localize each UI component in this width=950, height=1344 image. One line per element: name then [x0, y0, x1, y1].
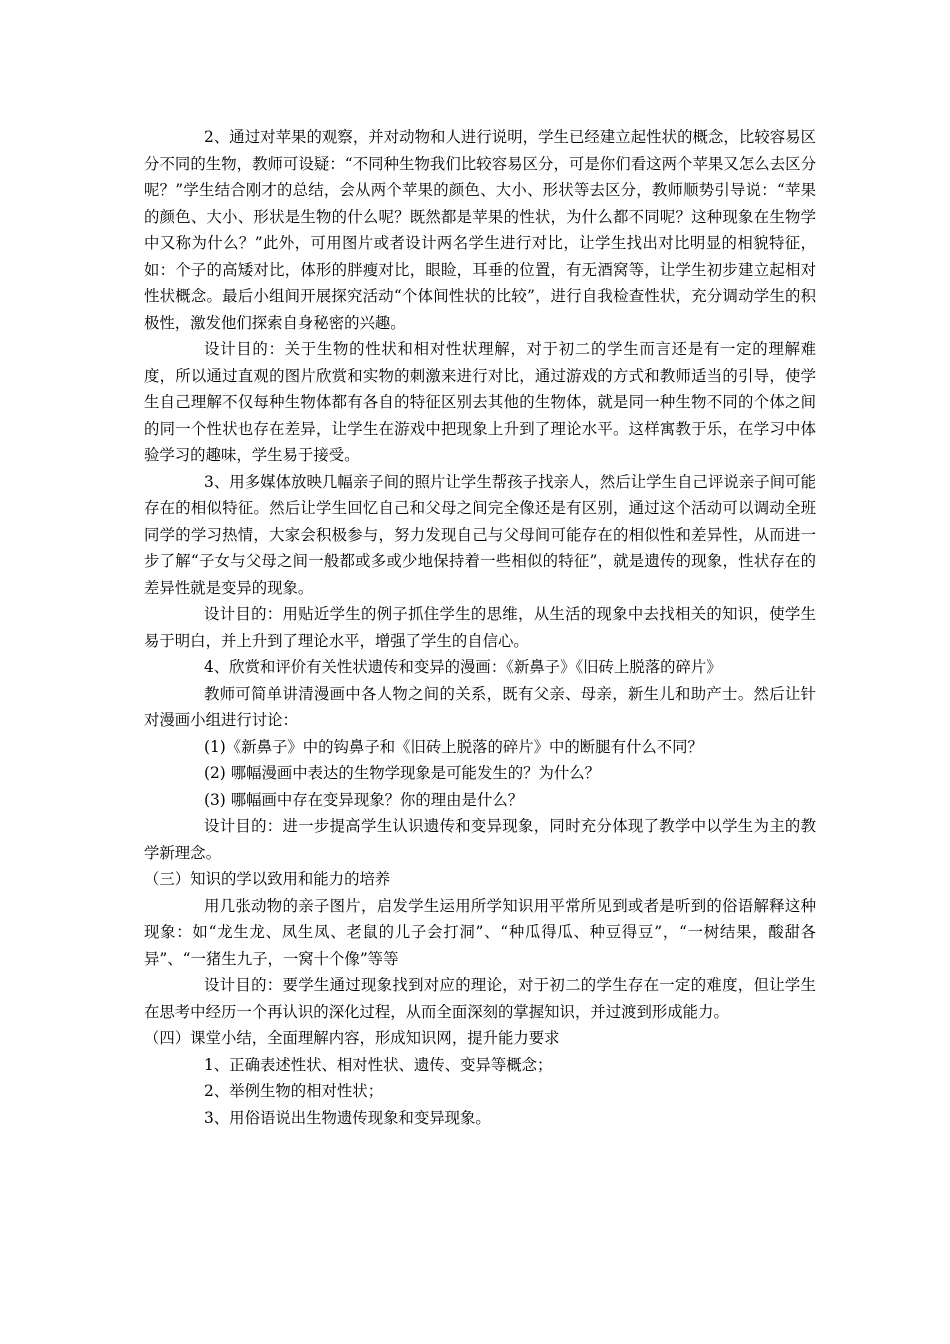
summary-item-1: 1、正确表述性状、相对性状、遗传、变异等概念；: [204, 1055, 553, 1074]
summary-item-2: 2、举例生物的相对性状；: [204, 1082, 384, 1100]
paragraph-design-purpose-3: 设计目的：进一步提高学生认识遗传和变异现象，同时充分体现了教学中以学生为主的教学新理念。: [144, 817, 816, 862]
question-1: (1)《新鼻子》中的钩鼻子和《旧砖上脱落的碎片》中的断腿有什么不同？: [204, 737, 703, 756]
paragraph-design-purpose-2: 设计目的：用贴近学生的例子抓住学生的思维，从生活的现象中去找相关的知识，使学生易于明白，并上升到了理论水平，增强了学生的自信心。: [144, 605, 816, 650]
paragraph-activity-2: 2、通过对苹果的观察，并对动物和人进行说明，学生已经建立起性状的概念，比较容易区分不同的生物，教师可设疑：“不同种生物我们比较容易区分，可是你们看这两个苹果又怎么去区分呢？”学生结合刚才的总结，会从两个苹果的颜色、大小、形状等去区分，教师顺势引导说：“苹果的颜色、大小、形状是生物的什么呢？既然都是苹果的性状，为什么都不同呢？这种现象在生物学中又称为什么？”此外，可用图片或者设计两名学生进行对比，让学生找出对比明显的相貌特征，如：个子的高矮对比，体形的胖瘦对比，眼睑，耳垂的位置，有无酒窝等，让学生初步建立起相对性状概念。最后小组间开展探究活动“个体间性状的比较”，进行自我检查性状，充分调动学生的积极性，激发他们探索自身秘密的兴趣。: [144, 128, 816, 332]
paragraph-activity-4: 4、欣赏和评价有关性状遗传和变异的漫画：《新鼻子》《旧砖上脱落的碎片》: [204, 658, 722, 676]
summary-item-3: 3、用俗语说出生物遗传现象和变异现象。: [204, 1108, 491, 1127]
section-heading-4: （四）课堂小结，全面理解内容，形成知识网，提升能力要求: [144, 1029, 560, 1047]
section-heading-3: （三）知识的学以致用和能力的培养: [144, 870, 391, 888]
paragraph-application: 用几张动物的亲子图片，启发学生运用所学知识用平常所见到或者是听到的俗语解释这种现象：如“龙生龙、凤生凤、老鼠的儿子会打洞”、“种瓜得瓜、种豆得豆”，“一树结果，酸甜各异”、“一猪生九子，一窝十个像”等等: [144, 896, 816, 968]
paragraph-design-purpose-4: 设计目的：要学生通过现象找到对应的理论，对于初二的学生存在一定的难度，但让学生在思考中经历一个再认识的深化过程，从而全面深刻的掌握知识，并过渡到形成能力。: [144, 976, 816, 1021]
document-body: [144, 124, 816, 1131]
paragraph-activity-3: 3、用多媒体放映几幅亲子间的照片让学生帮孩子找亲人，然后让学生自己评说亲子间可能存在的相似特征。然后让学生回忆自己和父母之间完全像还是有区别，通过这个活动可以调动全班同学的学习热情，大家会积极参与，努力发现自己与父母间可能存在的相似性和差异性，从而进一步了解“子女与父母之间一般都或多或少地保持着一些相似的特征”，就是遗传的现象，性状存在的差异性就是变异的现象。: [144, 472, 816, 597]
paragraph-design-purpose-1: 设计目的：关于生物的性状和相对性状理解，对于初二的学生而言还是有一定的理解难度，所以通过直观的图片欣赏和实物的刺激来进行对比，通过游戏的方式和教师适当的引导，使学生自己理解不仅每种生物体都有各自的特征区别去其他的生物体，就是同一种生物不同的个体之间的同一个性状也存在差异，让学生在游戏中把现象上升到了理论水平。这样寓教于乐，在学习中体验学习的趣味，学生易于接受。: [144, 340, 816, 464]
question-2: (2) 哪幅漫画中表达的生物学现象是可能发生的？为什么？: [204, 764, 601, 782]
question-3: (3) 哪幅画中存在变异现象？你的理由是什么？: [204, 790, 524, 809]
paragraph-teacher-explanation: 教师可简单讲清漫画中各人物之间的关系，既有父亲、母亲，新生儿和助产士。然后让针对漫画小组进行讨论：: [144, 684, 816, 729]
